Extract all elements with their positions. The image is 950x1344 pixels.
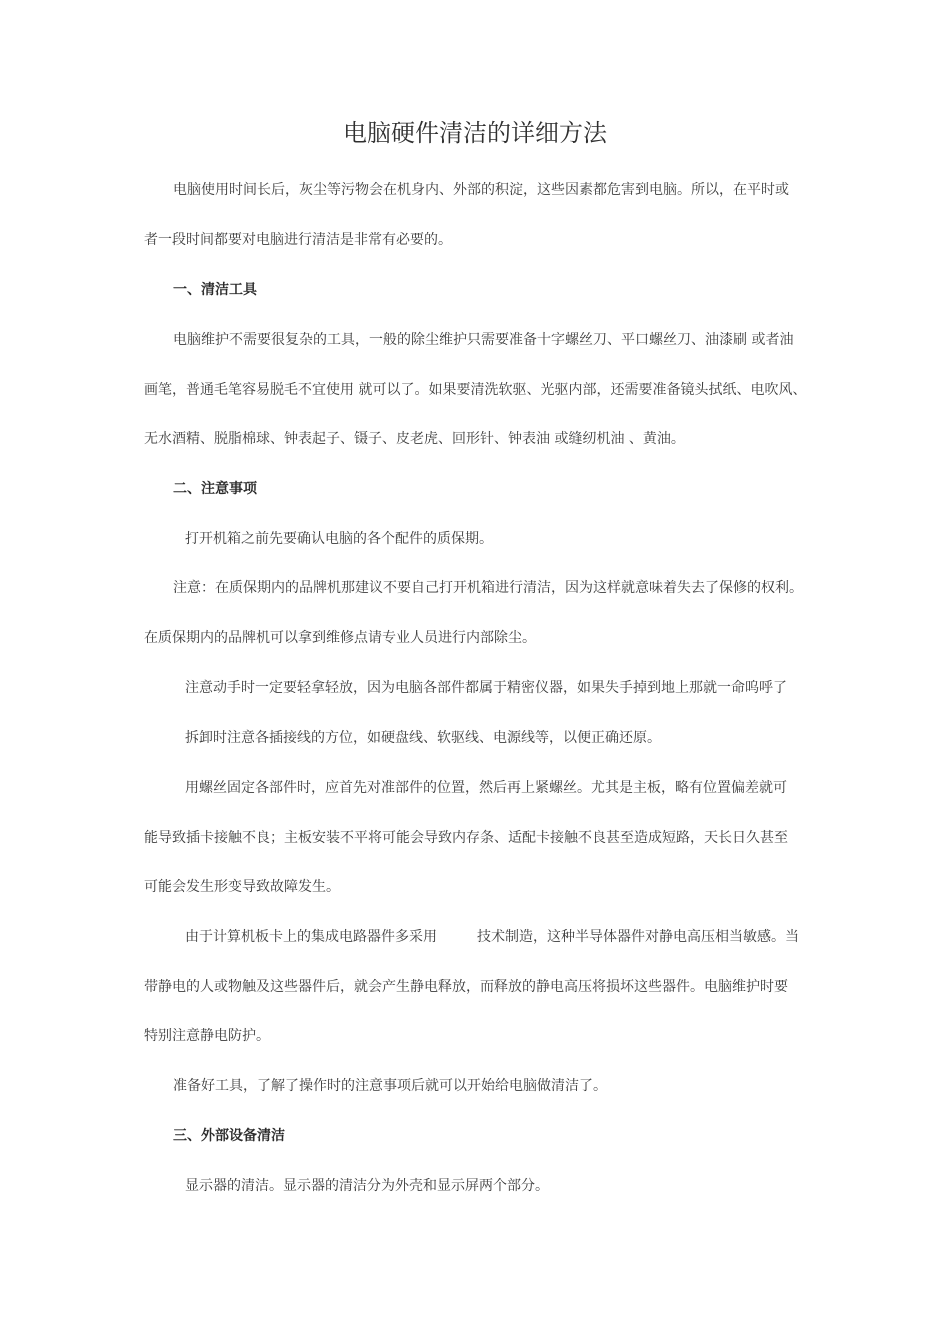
paragraph-line: 显示器的清洁。显示器的清洁分为外壳和显示屏两个部分。 — [185, 1178, 549, 1194]
paragraph-line: 带静电的人或物触及这些器件后，就会产生静电释放，而释放的静电高压将损坏这些器件。电脑维护时要 — [144, 979, 788, 995]
paragraph-line: 特别注意静电防护。 — [144, 1028, 270, 1044]
paragraph-line: 注意：在质保期内的品牌机那建议不要自己打开机箱进行清洁，因为这样就意味着失去了保修的权利。 — [173, 580, 803, 596]
paragraph-line: 可能会发生形变导致故障发生。 — [144, 879, 340, 895]
paragraph-line: 无水酒精、脱脂棉球、钟表起子、镊子、皮老虎、回形针、钟表油 或缝纫机油 、黄油。 — [144, 431, 685, 447]
paragraph-line: 电脑使用时间长后，灰尘等污物会在机身内、外部的积淀，这些因素都危害到电脑。所以，在平时或 — [173, 182, 789, 198]
paragraph-line: 用螺丝固定各部件时，应首先对准部件的位置，然后再上紧螺丝。尤其是主板，略有位置偏差就可 — [185, 780, 787, 796]
paragraph-line: 由于计算机板卡上的集成电路器件多采用 技术制造，这种半导体器件对静电高压相当敏感。当 — [185, 929, 800, 945]
paragraph-line: 在质保期内的品牌机可以拿到维修点请专业人员进行内部除尘。 — [144, 630, 536, 646]
section-heading: 二、注意事项 — [173, 481, 257, 497]
paragraph-line: 画笔，普通毛笔容易脱毛不宜使用 就可以了。如果要清洗软驱、光驱内部，还需要准备镜头拭纸、电吹风、 — [144, 382, 807, 398]
paragraph-line: 拆卸时注意各插接线的方位，如硬盘线、软驱线、电源线等，以便正确还原。 — [185, 730, 661, 746]
paragraph-line: 注意动手时一定要轻拿轻放，因为电脑各部件都属于精密仪器，如果失手掉到地上那就一命呜呼了 — [185, 680, 787, 696]
section-heading: 三、外部设备清洁 — [173, 1128, 285, 1144]
document-title: 电脑硬件清洁的详细方法 — [343, 119, 607, 147]
paragraph-line: 能导致插卡接触不良；主板安装不平将可能会导致内存条、适配卡接触不良甚至造成短路，天长日久甚至 — [144, 830, 788, 846]
paragraph-line: 打开机箱之前先要确认电脑的各个配件的质保期。 — [185, 531, 493, 547]
paragraph-line: 者一段时间都要对电脑进行清洁是非常有必要的。 — [144, 232, 452, 248]
paragraph-line: 电脑维护不需要很复杂的工具，一般的除尘维护只需要准备十字螺丝刀、平口螺丝刀、油漆刷 或者油 — [173, 332, 794, 348]
section-heading: 一、清洁工具 — [173, 282, 257, 298]
paragraph-line: 准备好工具，了解了操作时的注意事项后就可以开始给电脑做清洁了。 — [173, 1078, 607, 1094]
